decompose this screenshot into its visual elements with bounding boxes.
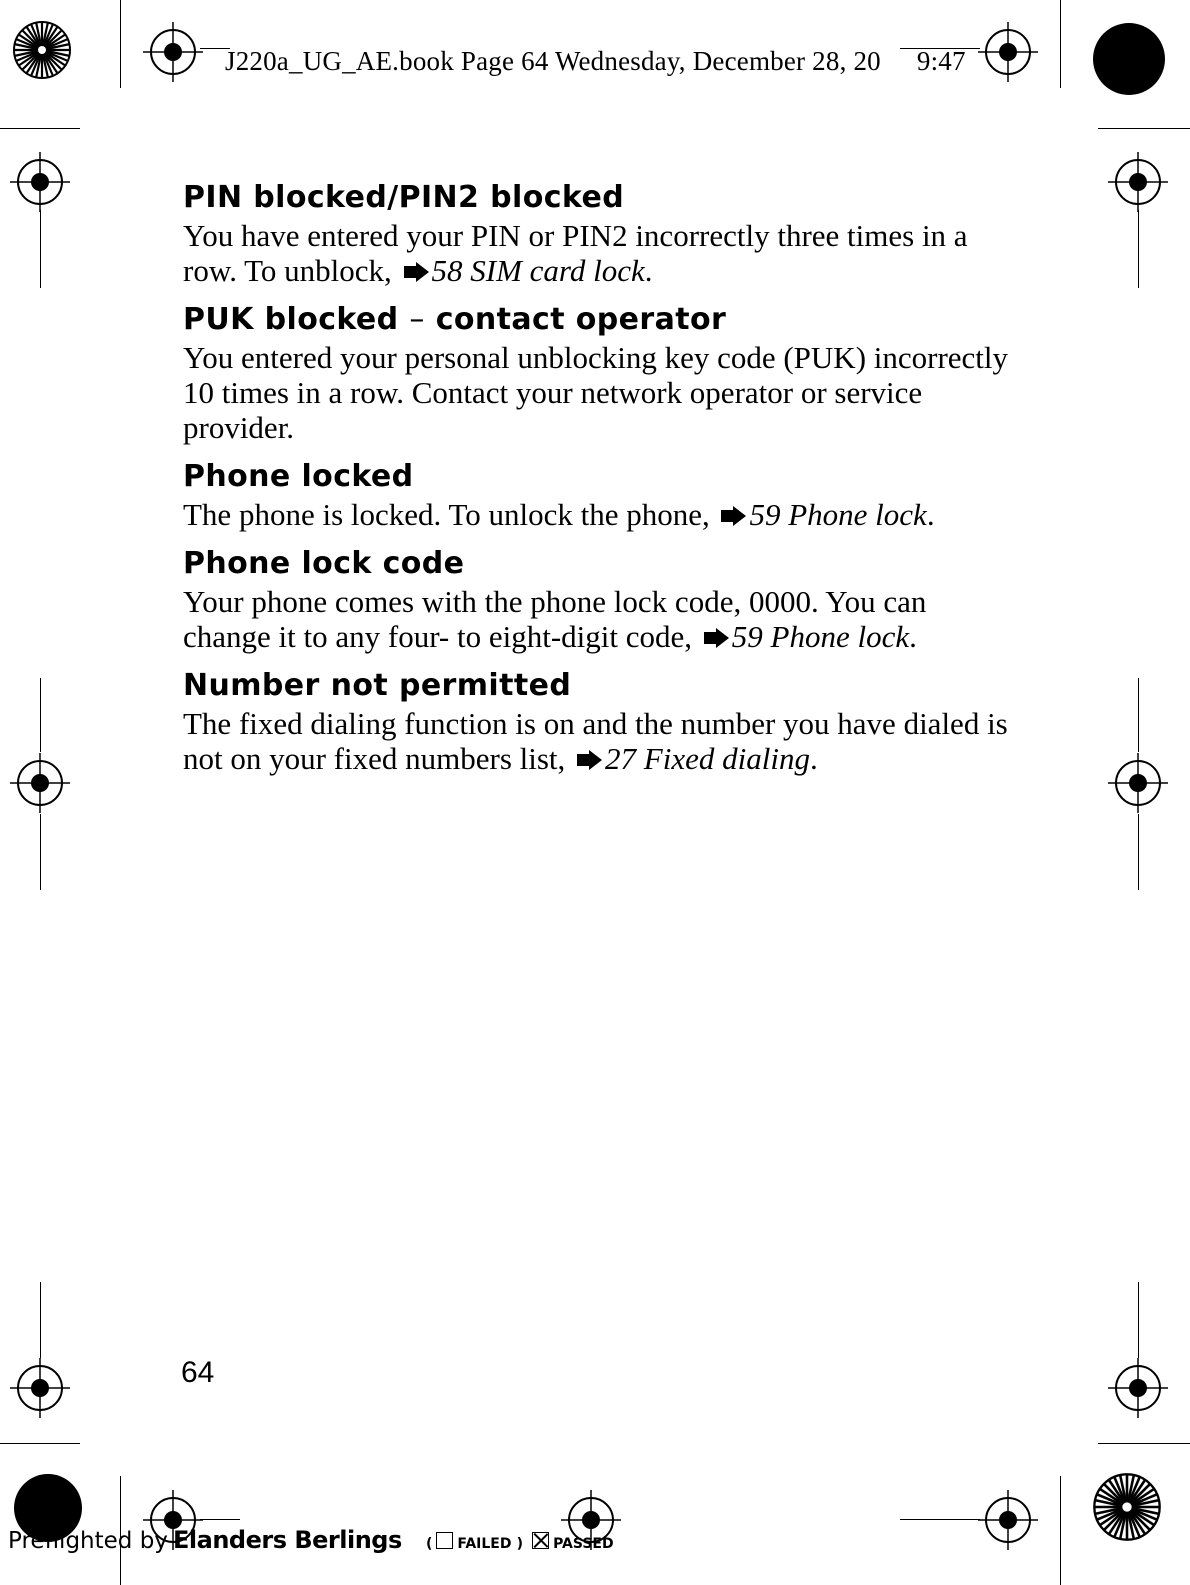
registration-mark-icon xyxy=(10,1358,70,1418)
section-heading: PIN blocked/PIN2 blocked xyxy=(183,180,625,215)
registration-mark-icon xyxy=(143,22,203,82)
brand-logo-text: Elanders Berlings xyxy=(173,1526,402,1554)
registration-mark-icon xyxy=(1108,1358,1168,1418)
solid-target-icon xyxy=(1092,22,1166,96)
registration-mark-icon xyxy=(1108,753,1168,813)
crop-line xyxy=(1138,1282,1139,1358)
page-number: 64 xyxy=(181,1356,215,1389)
crop-line xyxy=(900,1519,980,1520)
section-pin-blocked xyxy=(183,180,1013,288)
crop-line xyxy=(40,1282,41,1358)
section-body: You entered your personal unblocking key code (PUK) incorrectly 10 times in a row. Contact your network operator or service provider. xyxy=(183,340,1009,445)
arrow-right-icon xyxy=(702,628,730,648)
crop-line xyxy=(0,1443,80,1444)
section-body: Your phone comes with the phone lock code, 0000. You can change it to any four- to eight-digit code, 59 Phone lock. xyxy=(183,584,927,654)
failed-label: FAILED xyxy=(457,1536,512,1552)
page-content xyxy=(183,180,1013,790)
section-heading: Phone locked xyxy=(183,459,414,494)
crop-line xyxy=(40,678,41,752)
registration-mark-icon xyxy=(978,22,1038,82)
preflight-stamp: Preflighted by Elanders Berlings ( FAILED ) PASSED xyxy=(8,1526,614,1554)
book-slug-time: 9:47 xyxy=(916,46,966,76)
passed-checkbox-icon xyxy=(532,1532,549,1549)
section-heading: Number not permitted xyxy=(183,668,572,703)
arrow-right-icon xyxy=(719,506,747,526)
crop-line xyxy=(1098,128,1190,129)
registration-mark-icon xyxy=(10,753,70,813)
section-puk-blocked xyxy=(183,302,1013,445)
crop-line xyxy=(1138,210,1139,288)
crop-line xyxy=(0,128,80,129)
crop-line xyxy=(1138,678,1139,752)
passed-label: PASSED xyxy=(553,1536,614,1552)
book-slug-text: J220a_UG_AE.book Page 64 Wednesday, December 28, 20 xyxy=(225,46,881,76)
book-slug xyxy=(225,46,966,77)
starburst-target-icon xyxy=(12,20,72,80)
section-body: The fixed dialing function is on and the number you have dialed is not on your fixed numbers list, 27 Fixed dialing. xyxy=(183,706,1008,776)
arrow-right-icon xyxy=(402,262,430,282)
section-phone-locked xyxy=(183,459,1013,532)
registration-mark-icon xyxy=(10,152,70,212)
crop-line xyxy=(120,0,121,88)
crop-line xyxy=(200,1519,240,1520)
cross-reference-link[interactable]: 58 SIM card lock xyxy=(431,253,645,288)
cross-reference-link[interactable]: 59 Phone lock xyxy=(749,497,927,532)
cross-reference-link[interactable]: 27 Fixed dialing xyxy=(605,741,810,776)
registration-mark-icon xyxy=(1108,152,1168,212)
section-body: The phone is locked. To unlock the phone, 59 Phone lock. xyxy=(183,497,935,532)
arrow-right-icon xyxy=(575,750,603,770)
section-body: You have entered your PIN or PIN2 incorrectly three times in a row. To unblock, 58 SIM card lock. xyxy=(183,218,968,288)
preflight-label: Preflighted by xyxy=(8,1528,168,1554)
section-heading: PUK blocked – contact operator xyxy=(183,302,727,337)
section-number-not-permitted xyxy=(183,668,1013,776)
crop-line xyxy=(1060,0,1061,88)
crop-line xyxy=(1060,1476,1061,1585)
failed-checkbox-icon xyxy=(436,1532,453,1549)
starburst-target-icon xyxy=(1092,1472,1162,1542)
crop-line xyxy=(1138,814,1139,890)
crop-line xyxy=(40,814,41,890)
section-phone-lock-code xyxy=(183,546,1013,654)
crop-line xyxy=(40,210,41,288)
registration-mark-icon xyxy=(978,1490,1038,1550)
section-heading: Phone lock code xyxy=(183,546,465,581)
cross-reference-link[interactable]: 59 Phone lock xyxy=(731,619,910,654)
crop-line xyxy=(1098,1443,1190,1444)
